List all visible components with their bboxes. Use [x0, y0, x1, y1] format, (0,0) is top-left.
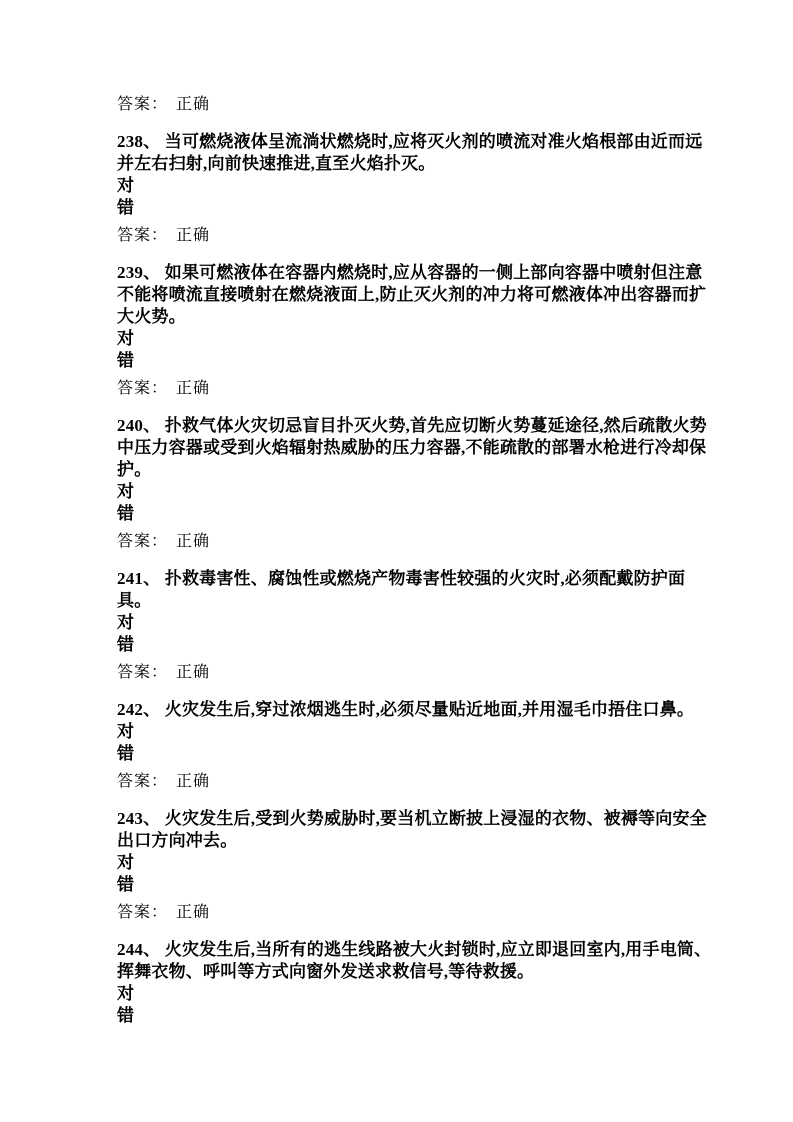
option-true: 对 [117, 722, 134, 741]
question-text [117, 808, 707, 852]
question-block [117, 262, 707, 400]
option-true: 对 [117, 482, 134, 501]
option-false: 错 [117, 875, 134, 894]
answer-value: 正确 [176, 904, 211, 921]
answer-label: 答案： [117, 96, 169, 113]
option-true: 对 [117, 853, 134, 872]
question-block [117, 568, 686, 684]
answer-line [117, 662, 677, 684]
question-block [117, 415, 707, 553]
question-line: 243、 火灾发生后,受到火势威胁时,要当机立断披上浸湿的衣物、被褥等向安全 [117, 809, 707, 828]
answer-line [117, 225, 677, 247]
question-line: 出口方向冲去。 [117, 831, 238, 850]
option-true: 对 [117, 329, 134, 348]
answer-value: 正确 [176, 773, 211, 790]
question-line: 不能将喷流直接喷射在燃烧液面上,防止灭火剂的冲力将可燃液体冲出容器而扩 [117, 285, 707, 304]
question-line: 中压力容器或受到火焰辐射热威胁的压力容器,不能疏散的部署水枪进行冷却保 [117, 438, 707, 457]
question-line: 并左右扫射,向前快速推进,直至火焰扑灭。 [117, 154, 436, 173]
option-false: 错 [117, 504, 134, 523]
option-false: 错 [117, 744, 134, 763]
answer-label: 答案： [117, 533, 169, 550]
answer-label: 答案： [117, 664, 169, 681]
option-false: 错 [117, 635, 134, 654]
question-line: 238、 当可燃烧液体呈流淌状燃烧时,应将灭火剂的喷流对准火焰根部由近而远 [117, 132, 703, 151]
question-line: 挥舞衣物、呼叫等方式向窗外发送求救信号,等待救援。 [117, 962, 535, 981]
option-true: 对 [117, 613, 134, 632]
questions-list [117, 131, 712, 1027]
answer-value: 正确 [176, 227, 211, 244]
answer-label: 答案： [117, 904, 169, 921]
question-line: 239、 如果可燃液体在容器内燃烧时,应从容器的一侧上部向容器中喷射但注意 [117, 263, 703, 282]
question-text [117, 131, 703, 175]
question-text [117, 939, 712, 983]
question-line: 大火势。 [117, 307, 186, 326]
answer-label: 答案： [117, 380, 169, 397]
question-line: 具。 [117, 591, 152, 610]
question-block [117, 699, 695, 793]
question-line: 241、 扑救毒害性、腐蚀性或燃烧产物毒害性较强的火灾时,必须配戴防护面 [117, 569, 686, 588]
question-line: 护。 [117, 460, 152, 479]
answer-line [117, 531, 677, 553]
question-text [117, 568, 686, 612]
answer-line [117, 902, 677, 924]
option-false: 错 [117, 1006, 134, 1025]
answer-line [117, 771, 677, 793]
previous-answer-line [117, 94, 677, 116]
answer-value: 正确 [176, 380, 211, 397]
option-false: 错 [117, 198, 134, 217]
answer-value: 正确 [176, 96, 211, 113]
question-line: 242、 火灾发生后,穿过浓烟逃生时,必须尽量贴近地面,并用湿毛巾捂住口鼻。 [117, 700, 695, 719]
option-false: 错 [117, 351, 134, 370]
question-line: 244、 火灾发生后,当所有的逃生线路被大火封锁时,应立即退回室内,用手电筒、 [117, 940, 712, 959]
question-block [117, 939, 712, 1027]
question-block [117, 808, 707, 924]
answer-value: 正确 [176, 664, 211, 681]
answer-value: 正确 [176, 533, 211, 550]
answer-label: 答案： [117, 227, 169, 244]
question-text [117, 262, 707, 328]
question-text [117, 415, 707, 481]
option-true: 对 [117, 984, 134, 1003]
question-block [117, 131, 703, 247]
question-text [117, 699, 695, 721]
answer-label: 答案： [117, 773, 169, 790]
option-true: 对 [117, 176, 134, 195]
answer-line [117, 378, 677, 400]
question-line: 240、 扑救气体火灾切忌盲目扑灭火势,首先应切断火势蔓延途径,然后疏散火势 [117, 416, 707, 435]
